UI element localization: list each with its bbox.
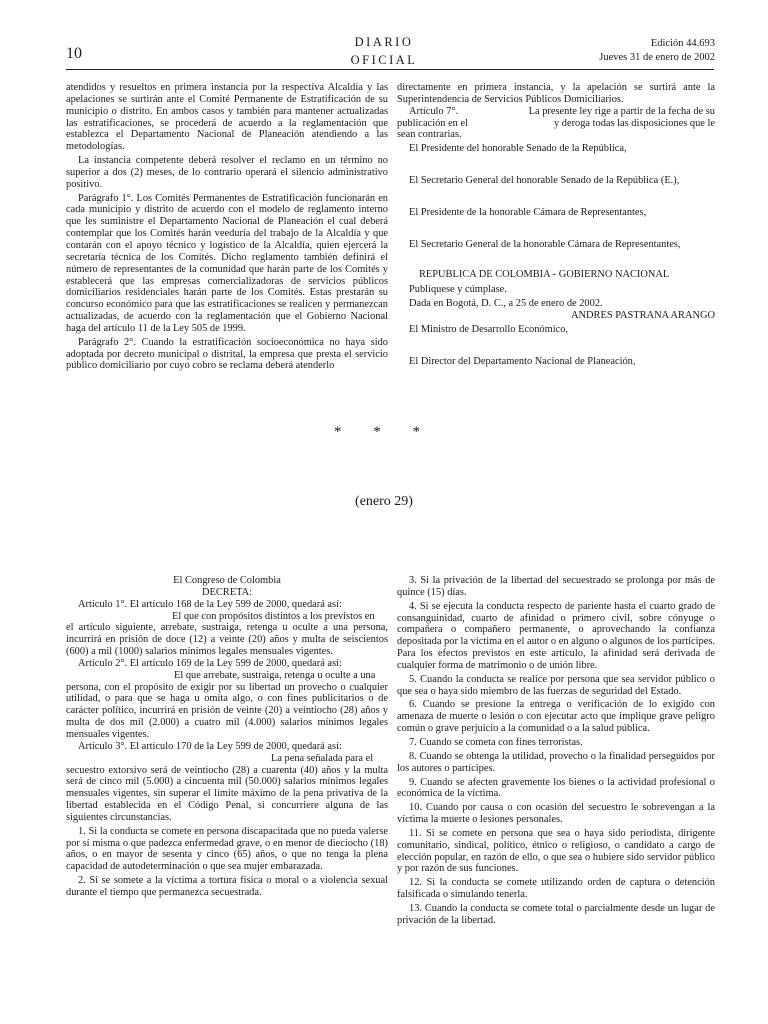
edition-date: Jueves 31 de enero de 2002: [599, 52, 715, 63]
president-name: ANDRES PASTRANA ARANGO: [571, 310, 715, 322]
title-line-2: OFICIAL: [350, 53, 418, 67]
decreta-heading: DECRETA:: [202, 586, 252, 598]
article-7-text: publicación en el: [397, 117, 468, 129]
article-7-text: y deroga todas las disposiciones que le: [553, 117, 715, 129]
list-item: 10. Cuando por causa o con ocasión del secuestro le sobrevengan a la víctima la muerte o lesiones personales.: [397, 802, 715, 826]
signatory-line: El Secretario General de la honorable Cámara de Representantes,: [409, 238, 681, 250]
list-item: 3. Si la privación de la libertad del secuestrado se prolonga por más de quince (15) días.: [397, 575, 715, 598]
bottom-left-column: [66, 575, 388, 899]
paragraph: Parágrafo 1°. Los Comités Permanentes de Estratificación funcionarán en cada municipio y distrito de acuerdo con el modelo de reglamento interno que les suministre el Departamento Nacional de Planeación el cual deberá contemplar que los Comités harán veeduría del trabajo de la Alcaldía y que contarán con el apoyo técnico y logístico de la Alcaldía, quien ejercerá la secretaría técnica de los Comités. Dicho reglamento también definirá el número de representantes de la comunidad que harán parte de los Comités y establecerá que las empresas comercializadoras de servicios públicos domiciliarios residenciales harán parte de los Comités. Estas prestarán su concurso económico para que las estratificaciones se realicen y permanezcan actualizadas, de acuerdo con la reglamentación que el Gobierno Nacional haga del artículo 11 de la Ley 505 de 1999.: [66, 192, 388, 334]
bottom-right-column: [397, 575, 715, 927]
signatory-line: El Presidente de la honorable Cámara de Representantes,: [409, 206, 647, 218]
article-text: El que con propósitos distintos a los previstos en: [172, 610, 375, 622]
publish-text: Publíquese y cúmplase.: [409, 284, 507, 296]
list-item: 7. Cuando se cometa con fines terroristas.: [409, 736, 583, 748]
edition-number: Edición 44.693: [650, 38, 715, 49]
paragraph: directamente en primera instancia, y la apelación se surtirá ante la Superintendencia de Servicios Públicos Domiciliarios.: [397, 82, 715, 105]
article-text: La pena señalada para el: [271, 752, 374, 764]
title-line-1: DIARIO: [354, 35, 414, 49]
list-item: 2. Si se somete a la víctima a tortura física o moral o a violencia sexual durante el tiempo que permanezca secuestrada.: [66, 875, 388, 898]
page-number: 10: [66, 45, 82, 62]
signatory-line: El Secretario General del honorable Senado de la República (E.),: [409, 175, 680, 187]
list-item: 1. Si la conducta se comete en persona discapacitada que no pueda valerse por sí misma o que padezca enfermedad grave, o en menor de dieciocho (18) años, o en mayor de sesenta y cinco (65) años, o que no tenga la plena capacidad de autodeterminación o que sea mujer embarazada.: [66, 825, 388, 873]
signatory-line: El Director del Departamento Nacional de Planeación,: [409, 355, 636, 367]
section-separator: * * *: [334, 424, 434, 440]
paragraph: atendidos y resueltos en primera instancia por la respectiva Alcaldía y las apelaciones se surtirán ante el Comité Permanente de Estratificación de su municipio o distrito. En ambos casos y también para mantener actualizadas las estratificaciones, se procederá de acuerdo a la reglamentación que establezca el Departamento Nacional de Planeación atendiendo a las metodologías.: [66, 82, 388, 153]
republic-heading: REPUBLICA DE COLOMBIA - GOBIERNO NACIONAL: [419, 268, 670, 280]
article-7-text: sean contrarias.: [397, 129, 462, 141]
paragraph: La instancia competente deberá resolver el reclamo en un término no superior a dos (2) meses, de lo contrario operará el silencio administrativo positivo.: [66, 155, 388, 190]
article-text: el artículo siguiente, arrebate, sustraiga, retenga u oculte a una persona, incurrirá en prisión de doce (12) a veinte (20) años y multa de seiscientos (600) a mil (1000) salarios mínimos legales mensuales vigentes.: [66, 622, 388, 658]
edition-info: [599, 37, 715, 65]
list-item: 11. Si se comete en persona que sea o haya sido periodista, dirigente comunitario, sindical, político, étnico o religioso, o candidato a cargo de elección popular, en razón de ello, o que sea o hubiere sido servidor público y por razón de sus funciones.: [397, 827, 715, 875]
article-heading: Artículo 1°. El artículo 168 de la Ley 599 de 2000, quedará así:: [78, 598, 342, 610]
article-text: persona, con el propósito de exigir por su libertad un provecho o cualquier utilidad, o para que se haga u omita algo, o con fines publicitarios o de carácter político, incurrirá en prisión de veinte (20) a veintiocho (28) años y multa de dos mil (2.000) a cuatro mil (4.000) salarios mínimos legales mensuales vigentes.: [66, 681, 388, 740]
list-item: 5. Cuando la conducta se realice por persona que sea servidor público o que sea o haya sido miembro de las fuerzas de seguridad del Estado.: [397, 673, 715, 697]
congress-heading: El Congreso de Colombia: [173, 575, 281, 586]
list-item: 9. Cuando se afecten gravemente los bienes o la actividad profesional o económica de la víctima.: [397, 776, 715, 800]
article-7-label: Artículo 7°.: [409, 105, 459, 117]
list-item: 13. Cuando la conducta se comete total o parcialmente desde un lugar de privación de la libertad.: [397, 902, 715, 926]
top-left-column: [66, 82, 388, 372]
article-heading: Artículo 2°. El artículo 169 de la Ley 599 de 2000, quedará así:: [78, 657, 342, 669]
list-item: 4. Si se ejecuta la conducta respecto de pariente hasta el cuarto grado de consanguinidad, cuarto de afinidad o primero civil, sobre cónyuge o compañera o compañero permanente, o aprovechando la confianza depositada por la víctima en el autor o en alguno o algunos de los partícipes. Para los efectos previstos en este artículo, la afinidad será derivada de cualquier forma de matrimonio o de unión libre.: [397, 600, 715, 671]
header-rule: [66, 69, 714, 70]
law-date: (enero 29): [355, 494, 413, 509]
article-7-text: La presente ley rige a partir de la fecha de su: [528, 105, 715, 117]
list-item: 6. Cuando se presione la entrega o verificación de lo exigido con amenaza de muerte o lesión o con ejecutar acto que implique grave peligro común o grave perjuicio a la comunidad o a la salud pública.: [397, 699, 715, 735]
article-7-line1: [397, 106, 715, 118]
article-text: secuestro extorsivo será de veintiocho (28) a cuarenta (40) años y la multa será de cinco mil (5.000) a cincuenta mil (50.000) salarios mínimos legales mensuales vigentes, sin superar el límite máximo de la pena privativa de la libertad establecida en el Código Penal, si concurriere alguna de las siguientes circunstancias.: [66, 764, 388, 823]
article-7-line2: [397, 118, 715, 130]
paragraph: Parágrafo 2°. Cuando la estratificación socioeconómica no haya sido adoptada por decreto municipal o distrital, la empresa que presta el servicio público domiciliario por cuyo cobro se reclama deberá atenderlo: [66, 336, 388, 372]
list-item: 12. Si la conducta se comete utilizando orden de captura o detención falsificada o simulando tenerla.: [397, 877, 715, 901]
signatory-line: El Ministro de Desarrollo Económico,: [409, 323, 569, 335]
top-right-column: [397, 82, 715, 368]
given-text: Dada en Bogotá, D. C., a 25 de enero de 2002.: [409, 298, 603, 310]
list-item: 8. Cuando se obtenga la utilidad, provecho o la finalidad perseguidos por los autores o partícipes.: [397, 750, 715, 774]
article-heading: Artículo 3°. El artículo 170 de la Ley 599 de 2000, quedará así:: [78, 740, 342, 752]
article-text: El que arrebate, sustraiga, retenga u oculte a una: [174, 669, 376, 681]
signatory-line: El Presidente del honorable Senado de la República,: [409, 143, 627, 155]
